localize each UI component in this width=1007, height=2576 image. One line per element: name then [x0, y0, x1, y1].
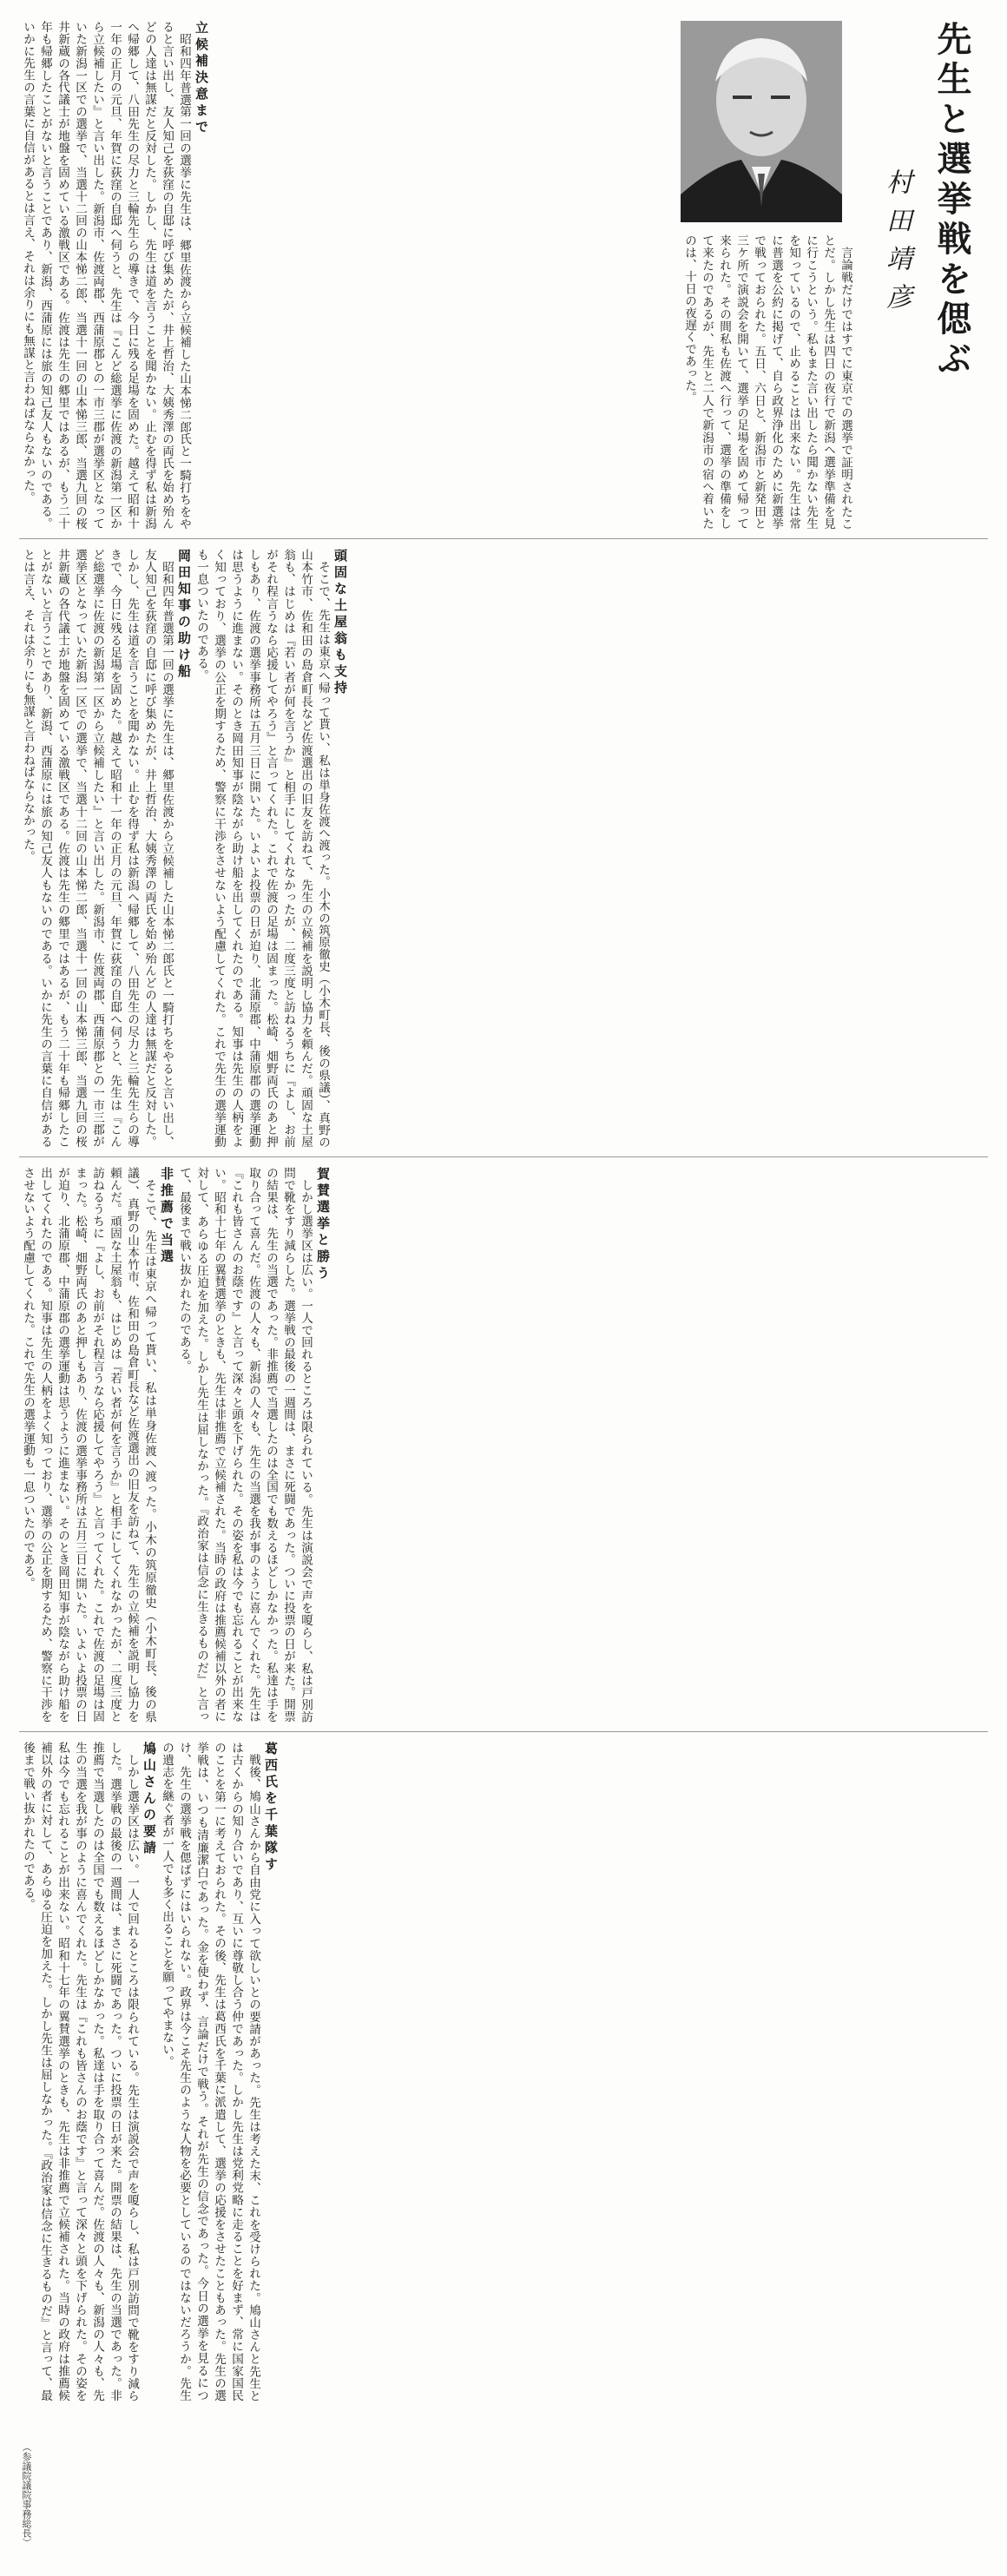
heading-3: 岡田知事の助け船	[176, 549, 192, 681]
tier1-under-photo	[681, 234, 852, 530]
author-name: 村田靖彦	[881, 168, 912, 321]
paragraph: 戦後、鳩山さんから自由党に入って欲しいとの要請があった。先生は考えた末、これを受けられた。鳩山さんと先生とは古くからの知り合いであり、互いに尊敬し合う仲であった。しかし先生は党利党略に走ることを好まず、常に国家国民のことを第一に考えておられた。その後、先生は葛西氏を千葉に派遣して、選挙の応援をさせたこともあった。先生の選挙戦は、いつも清廉潔白であった。金を使わず、言論だけで戦う。それが先生の信念であった。今日の選挙を見るにつけ、先生の選挙戦を偲ばずにはいられない。政界は今こそ先生のような人物を必要としているのではないだろうか。先生の遺志を継ぐ者が一人でも多く出ることを願ってやまない。	[160, 1742, 260, 2401]
tier4	[19, 1742, 988, 2401]
tier4-text	[19, 1742, 280, 2401]
heading-6: 鳩山さんの要請	[142, 1742, 157, 1857]
heading-4: 賀賛選挙と勝う	[315, 1167, 331, 1282]
tier-divider	[19, 1731, 988, 1732]
paragraph: しかし選挙区は広い。一人で回れるところは限られている。先生は演説会で声を嗄らし、私は戸別訪問で靴をすり減らした。選挙戦の最後の一週間は、まさに死闘であった。ついに投票の日が来た。開票の結果は、先生の当選であった。非推薦で当選したのは全国でも数えるほどしかなかった。私達は手を取り合って喜んだ。佐渡の人々も、新潟の人々も、先生の当選を我が事のように喜んでくれた。先生は『これも皆さんのお蔭です』と言って深々と頭を下げられた。その姿を私は今でも忘れることが出来ない。昭和十七年の翼賛選挙のときも、先生は非推薦で立候補された。当時の政府は推薦候補以外の者に対して、あらゆる圧迫を加えた。しかし先生は屈しなかった。『政治家は信念に生きるものだ』と言って、最後まで戦い抜かれたのである。	[21, 1742, 139, 2401]
tier1-text2	[681, 234, 854, 530]
tier-divider	[19, 538, 988, 539]
tier2	[19, 549, 988, 1148]
paragraph: そこで、先生は東京へ帰って貰い、私は単身佐渡へ渡った。小木の筑原徹史（小木町長、後の県議）、真野の山本竹市、佐和田の島倉町長など佐渡選出の旧友を訪ねて、先生の立候補を説明し協力を頼んだ。頑固な土屋翁も、はじめは『若い者が何を言うか』と相手にしてくれなかったが、二度三度と訪ねるうちに『よし、お前がそれ程言うなら応援してやろう』と言ってくれた。これで佐渡の足場は固まった。松崎、畑野両氏のあと押しもあり、佐渡の選挙事務所は五月三日に開いた。いよいよ投票の日が迫り、北蒲原郡、中蒲原郡の選挙運動は思うように進まない。そのとき岡田知事が陰ながら助け船を出してくれたのである。知事は先生の人柄をよく知っており、選挙の公正を期するため、警察に干渉をさせないよう配慮してくれた。これで先生の選挙運動も一息ついたのである。	[194, 549, 330, 1148]
heading-2: 頭固な土屋翁も支持	[332, 549, 348, 697]
tier1-left	[19, 21, 663, 530]
tier2-text	[19, 549, 349, 1148]
author-affiliation: （参議院議院事務総長）	[21, 2442, 32, 2547]
heading-5: 非推薦で当選	[159, 1167, 174, 1266]
heading-1: 立候補決意まで	[194, 21, 209, 136]
tier3	[19, 1167, 988, 1723]
paragraph: しかし選挙区は広い。一人で回れるところは限られている。先生は演説会で声を嗄らし、私は戸別訪問で靴をすり減らした。選挙戦の最後の一週間は、まさに死闘であった。ついに投票の日が来た。開票の結果は、先生の当選であった。非推薦で当選したのは全国でも数えるほどしかなかった。私達は手を取り合って喜んだ。佐渡の人々も、新潟の人々も、先生の当選を我が事のように喜んでくれた。先生は『これも皆さんのお蔭です』と言って深々と頭を下げられた。その姿を私は今でも忘れることが出来ない。昭和十七年の翼賛選挙のときも、先生は非推薦で立候補された。当時の政府は推薦候補以外の者に対して、あらゆる圧迫を加えた。しかし先生は屈しなかった。『政治家は信念に生きるものだ』と言って、最後まで戦い抜かれたのである。	[177, 1167, 313, 1723]
title-block	[858, 21, 988, 507]
tier3-text	[19, 1167, 332, 1723]
tier-divider	[19, 1156, 988, 1157]
portrait-image	[681, 21, 842, 222]
heading-7: 葛西氏を千葉隊す	[263, 1742, 279, 1874]
paragraph: 昭和四年普選第一回の選挙に先生は、郷里佐渡から立候補した山本悌二郎氏と一騎打ちをやると言い出し、友人知己を荻窪の自邸に呼び集めたが、井上哲治、大姨秀澤の両氏を始め殆んどの人達は無謀だと反対した。しかし、先生は道を言うことを聞かない。止むを得ず私は新潟へ帰郷して、八田先生の尽力と三輪先生らの導きで、今日に残る足場を固めた。越えて昭和十一年の正月の元旦、年賀に荻窪の自邸へ伺うと、先生は『こんど総選挙に佐渡の新潟第一区から立候補したい』と言い出した。新潟市、佐渡両郡、西蒲原郡との一市三郡が選挙区となっていた新潟一区での選挙で、当選十二回の山本悌二郎、当選十一回の山本悌三郎、当選九回の桜井新蔵の各代議士が地盤を固めている激戦区である。佐渡は先生の郷里ではあるが、もう二十年も帰郷したことがないと言うことであり、新潟、西蒲原には旅の知己友人もないのである。いかに先生の言葉に自信があるとは言え、それは余りにも無謀と言わねばならなかった。	[21, 549, 174, 1148]
article-title: 先生と選挙戦を偲ぶ	[931, 21, 972, 380]
paragraph: 昭和四年普選第一回の選挙に先生は、郷里佐渡から立候補した山本悌二郎氏と一騎打ちをやると言い出し、友人知己を荻窪の自邸に呼び集めたが、井上哲治、大姨秀澤の両氏を始め殆んどの人達は無謀だと反対した。しかし、先生は道を言うことを聞かない。止むを得ず私は新潟へ帰郷して、八田先生の尽力と三輪先生らの導きで、今日に残る足場を固めた。越えて昭和十一年の正月の元旦、年賀に荻窪の自邸へ伺うと、先生は『こんど総選挙に佐渡の新潟第一区から立候補したい』と言い出した。新潟市、佐渡両郡、西蒲原郡との一市三郡が選挙区となっていた新潟一区での選挙で、当選十二回の山本悌二郎、当選十一回の山本悌三郎、当選九回の桜井新蔵の各代議士が地盤を固めている激戦区である。佐渡は先生の郷里ではあるが、もう二十年も帰郷したことがないと言うことであり、新潟、西蒲原には旅の知己友人もないのである。いかに先生の言葉に自信があるとは言え、それは余りにも無謀と言わねばならなかった。	[21, 21, 191, 530]
paragraph: そこで、先生は東京へ帰って貰い、私は単身佐渡へ渡った。小木の筑原徹史（小木町長、後の県議）、真野の山本竹市、佐和田の島倉町長など佐渡選出の旧友を訪ねて、先生の立候補を説明し協力を頼んだ。頑固な土屋翁も、はじめは『若い者が何を言うか』と相手にしてくれなかったが、二度三度と訪ねるうちに『よし、お前がそれ程言うなら応援してやろう』と言ってくれた。これで佐渡の足場は固まった。松崎、畑野両氏のあと押しもあり、佐渡の選挙事務所は五月三日に開いた。いよいよ投票の日が迫り、北蒲原郡、中蒲原郡の選挙運動は思うように進まない。そのとき岡田知事が陰ながら助け船を出してくれたのである。知事は先生の人柄をよく知っており、選挙の公正を期するため、警察に干渉をさせないよう配慮してくれた。これで先生の選挙運動も一息ついたのである。	[21, 1167, 156, 1723]
paragraph: 言論戦だけではすでに東京での選挙で証明されたことだ。しかし先生は四日の夜行で新潟へ選挙準備を見に行こうという。私もまた言い出したら聞かない先生を知っているので、止めることは出来ない。先生は常に普選を公約に掲げて、自ら政界浄化のために新選挙で戦っておられた。五日、六日と、新潟市と新発田と三ケ所で演説会を開いて、選挙の足場を固めて帰って来られた。その間私も佐渡へ行って、選挙の準備をして来たのであるが、先生と二人で新潟市の宿へ着いたのは、十日の夜遅くであった。	[682, 234, 852, 530]
tier1-left-text	[19, 21, 210, 530]
portrait-photo	[681, 21, 842, 222]
